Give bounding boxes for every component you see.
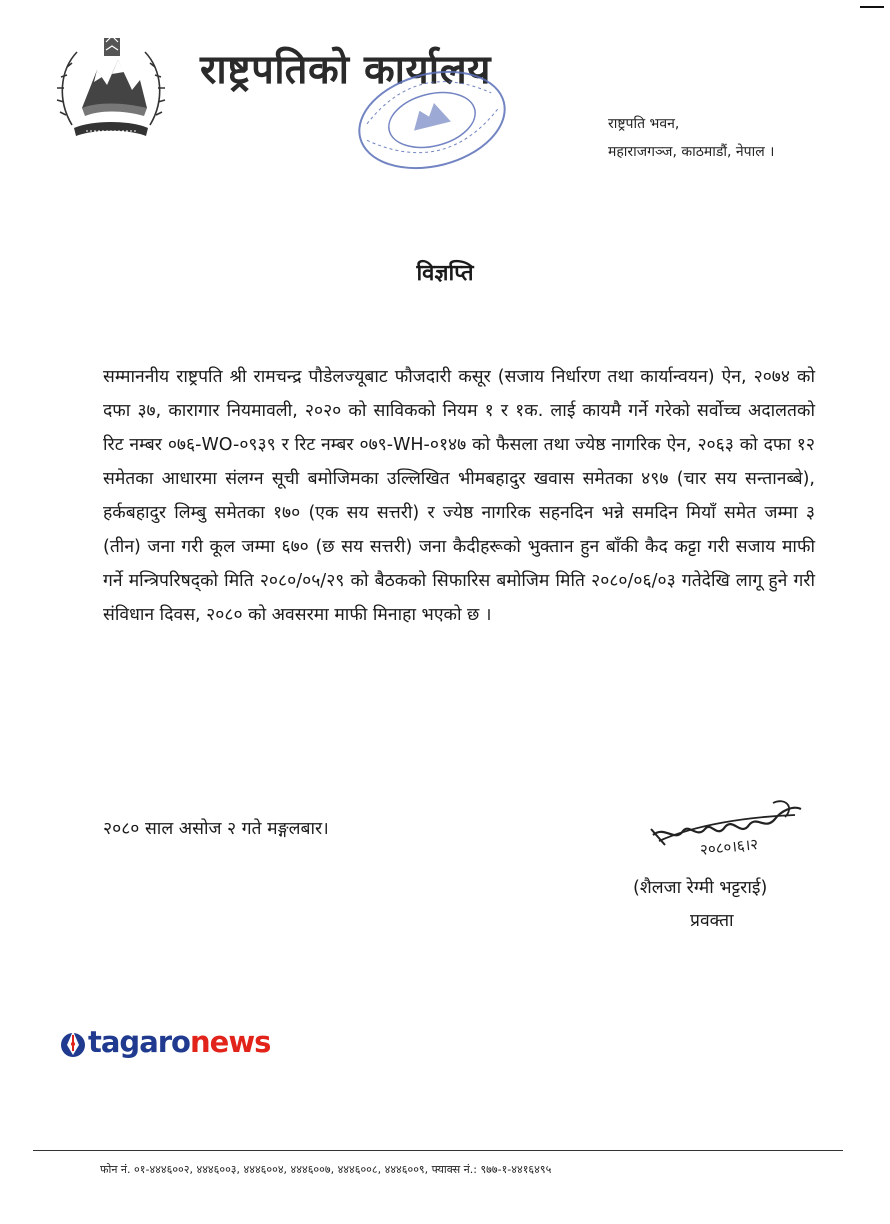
notice-title: विज्ञप्ति xyxy=(416,261,474,286)
tagaronews-watermark xyxy=(60,1022,270,1062)
signature-date: २०८०।६।२ xyxy=(699,835,759,859)
address-line-1: राष्ट्रपति भवन, xyxy=(608,116,680,132)
notice-date: २०८० साल असोज २ गते मङ्गलबार। xyxy=(103,819,329,839)
office-address xyxy=(608,110,774,166)
pen-nib-icon xyxy=(60,1025,86,1059)
office-stamp-seal xyxy=(350,60,515,180)
footer-contact: फोन नं. ०१-४४४६००२, ४४४६००३, ४४४६००४, ४४४६००७, ४४४६००८, ४४४६००९, फ्याक्स नं.: ९७७-१-४४१६४९५ xyxy=(100,1163,552,1176)
notice-body: सम्माननीय राष्ट्रपति श्री रामचन्द्र पौडेलज्यूबाट फौजदारी कसूर (सजाय निर्धारण तथा कार्यान्वयन) ऐन, २०७४ को दफा ३७, कारागार नियमावली, २०२० को साविकको नियम १ र १क. लाई कायमै गर्ने गरेको सर्वोच्च अदालतको रिट नम्बर ०७६-WO-०९३९ र रिट नम्बर ०७९-WH-०१४७ को फैसला तथा ज्येष्ठ नागरिक ऐन, २०६३ को दफा १२ समेतका आधारमा संलग्न सूची बमोजिमका उल्लिखित भीमबहादुर खवास समेतका ४९७ (चार सय सन्तानब्बे), हर्कबहादुर लिम्बु समेतका १७० (एक सय सत्तरी) र ज्येष्ठ नागरिक सहनदिन भन्ने समदिन मियाँ समेत जम्मा ३ (तीन) जना गरी कूल जम्मा ६७० (छ सय सत्तरी) जना कैदीहरूको भुक्तान हुन बाँकी कैद कट्टा गरी सजाय माफी गर्ने मन्त्रिपरिषद्को मिति २०८०/०५/२९ को बैठकको सिफारिस बमोजिम मिति २०८०/०६/०३ गतेदेखि लागू हुने गरी संविधान दिवस, २०८० को अवसरमा माफी मिनाहा भएको छ । xyxy=(103,367,815,625)
watermark-brand-part-2: news xyxy=(190,1025,271,1059)
handwritten-signature xyxy=(645,795,810,870)
signatory-name: (शैलजा रेग्मी भट्टराई) xyxy=(633,878,768,898)
signatory-role: प्रवक्ता xyxy=(690,911,734,931)
address-line-2: महाराजगञ्ज, काठमाडौं, नेपाल । xyxy=(608,144,775,160)
footer-divider xyxy=(33,1150,843,1151)
nepal-emblem-icon xyxy=(52,30,170,140)
office-title: राष्ट्रपतिको कार्यालय xyxy=(200,47,491,93)
scan-edge-mark xyxy=(860,6,884,8)
watermark-brand-part-1: tagaro xyxy=(88,1025,190,1059)
